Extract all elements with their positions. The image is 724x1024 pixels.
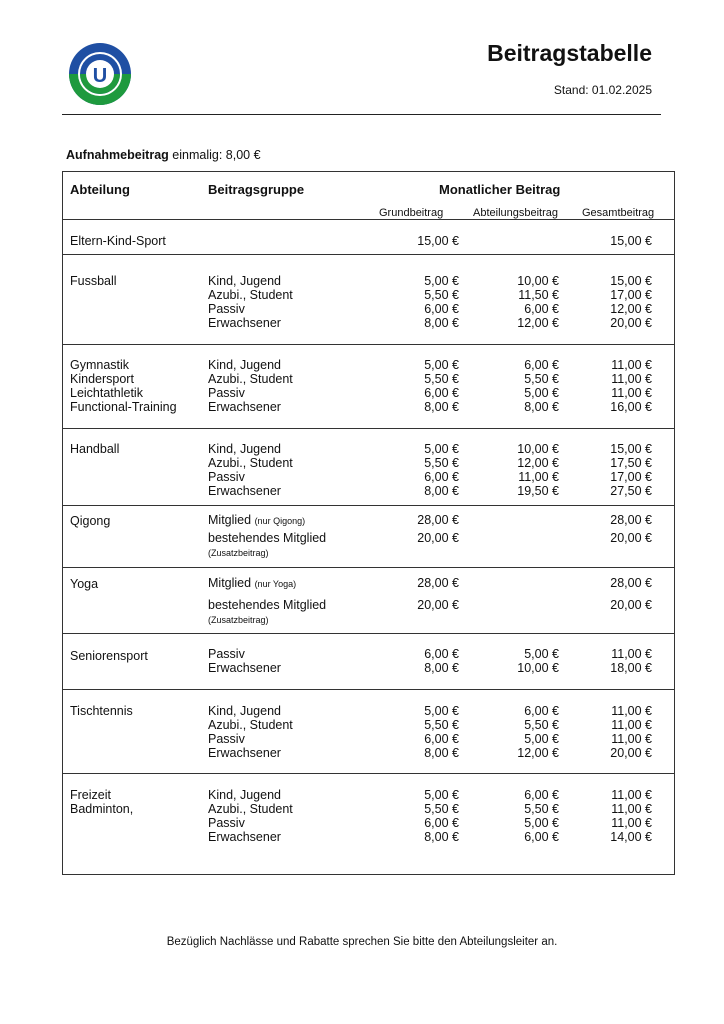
- group1-qigong: [208, 513, 305, 528]
- col-header-abteilung: Abteilung: [70, 182, 130, 197]
- gesamt1-qigong: 28,00 €: [610, 513, 652, 527]
- aufnahme-label: Aufnahmebeitrag: [66, 148, 169, 162]
- gesamt2-qigong: 20,00 €: [610, 531, 652, 545]
- grund-freizeit: 5,00 € 5,50 € 6,00 € 8,00 €: [424, 788, 459, 844]
- groups-gymnastik: Kind, Jugend Azubi., Student Passiv Erwachsener: [208, 358, 293, 414]
- row-divider: [63, 505, 674, 506]
- logo-letter: U: [92, 65, 108, 87]
- col-header-gesamt: Gesamtbeitrag: [582, 207, 655, 219]
- groups-tischtennis: Kind, Jugend Azubi., Student Passiv Erwachsener: [208, 704, 293, 760]
- group1-qigong-note: (nur Qigong): [254, 516, 306, 526]
- dept-qigong: Qigong: [70, 514, 111, 528]
- abt-gymnastik: 6,00 € 5,50 € 5,00 € 8,00 €: [524, 358, 559, 414]
- dept-senioren: Seniorensport: [70, 649, 148, 663]
- row-divider: [63, 344, 674, 345]
- group2-qigong-note: (Zusatzbeitrag): [208, 548, 269, 558]
- groups-handball: Kind, Jugend Azubi., Student Passiv Erwachsener: [208, 442, 293, 498]
- gesamt-elternkind: 15,00 €: [610, 234, 652, 248]
- grund-fussball: 5,00 € 5,50 € 6,00 € 8,00 €: [424, 274, 459, 330]
- group1-qigong-label: Mitglied: [208, 513, 252, 527]
- row-divider: [63, 254, 674, 255]
- row-divider: [63, 689, 674, 690]
- grund1-qigong: 28,00 €: [417, 513, 459, 527]
- dept-handball: Handball: [70, 442, 120, 456]
- fee-table: [62, 171, 675, 875]
- grund-tischtennis: 5,00 € 5,50 € 6,00 € 8,00 €: [424, 704, 459, 760]
- row-divider: [63, 428, 674, 429]
- col-header-abt: Abteilungsbeitrag: [473, 207, 559, 219]
- row-divider: [63, 773, 674, 774]
- group2-yoga-note: (Zusatzbeitrag): [208, 615, 269, 625]
- abt-freizeit: 6,00 € 5,50 € 5,00 € 6,00 €: [524, 788, 559, 844]
- group2-qigong: bestehendes Mitglied: [208, 531, 327, 545]
- groups-senioren: Passiv Erwachsener: [208, 647, 281, 675]
- group1-yoga-note: (nur Yoga): [254, 579, 297, 589]
- col-header-monatlich: Monatlicher Beitrag: [439, 182, 561, 197]
- groups-freizeit: Kind, Jugend Azubi., Student Passiv Erwachsener: [208, 788, 293, 844]
- header-divider: [62, 114, 661, 115]
- stand-date: Stand: 01.02.2025: [553, 83, 652, 97]
- row-divider: [63, 219, 674, 220]
- abt-handball: 10,00 € 12,00 € 11,00 € 19,50 €: [517, 442, 559, 498]
- dept-elternkind: Eltern-Kind-Sport: [70, 234, 166, 248]
- dept-fussball: Fussball: [70, 274, 117, 288]
- grund-elternkind: 15,00 €: [417, 234, 459, 248]
- group1-yoga-label: Mitglied: [208, 576, 252, 590]
- gesamt-freizeit: 11,00 € 11,00 € 11,00 € 14,00 €: [610, 788, 652, 844]
- abt-fussball: 10,00 € 11,50 € 6,00 € 12,00 €: [517, 274, 559, 330]
- row-divider: [63, 567, 674, 568]
- footer-note: Bezüglich Nachlässe und Rabatte sprechen Sie bitte den Abteilungsleiter an.: [166, 936, 558, 948]
- grund2-qigong: 20,00 €: [417, 531, 459, 545]
- aufnahme-text: einmalig: 8,00 €: [172, 148, 261, 162]
- gesamt2-yoga: 20,00 €: [610, 598, 652, 612]
- group2-yoga: bestehendes Mitglied: [208, 598, 327, 612]
- dept-yoga: Yoga: [70, 577, 99, 591]
- page-title: Beitragstabelle: [487, 40, 652, 66]
- club-logo-icon: [68, 42, 132, 106]
- grund2-yoga: 20,00 €: [417, 598, 459, 612]
- col-header-grund: Grundbeitrag: [379, 207, 444, 219]
- dept-gymnastik: Gymnastik Kindersport Leichtathletik Functional-Training: [70, 358, 177, 414]
- gesamt-handball: 15,00 € 17,50 € 17,00 € 27,50 €: [610, 442, 652, 498]
- col-header-gruppe: Beitragsgruppe: [208, 182, 305, 197]
- aufnahme-line: [66, 148, 261, 162]
- grund-senioren: 6,00 € 8,00 €: [424, 647, 459, 675]
- group1-yoga: [208, 576, 296, 591]
- grund-gymnastik: 5,00 € 5,50 € 6,00 € 8,00 €: [424, 358, 459, 414]
- row-divider: [63, 633, 674, 634]
- gesamt1-yoga: 28,00 €: [610, 576, 652, 590]
- abt-tischtennis: 6,00 € 5,50 € 5,00 € 12,00 €: [517, 704, 559, 760]
- abt-senioren: 5,00 € 10,00 €: [517, 647, 559, 675]
- groups-fussball: Kind, Jugend Azubi., Student Passiv Erwachsener: [208, 274, 293, 330]
- gesamt-gymnastik: 11,00 € 11,00 € 11,00 € 16,00 €: [610, 358, 652, 414]
- grund-handball: 5,00 € 5,50 € 6,00 € 8,00 €: [424, 442, 459, 498]
- gesamt-senioren: 11,00 € 18,00 €: [610, 647, 652, 675]
- dept-tischtennis: Tischtennis: [70, 704, 133, 718]
- gesamt-fussball: 15,00 € 17,00 € 12,00 € 20,00 €: [610, 274, 652, 330]
- grund1-yoga: 28,00 €: [417, 576, 459, 590]
- dept-freizeit: Freizeit Badminton,: [70, 788, 134, 816]
- gesamt-tischtennis: 11,00 € 11,00 € 11,00 € 20,00 €: [610, 704, 652, 760]
